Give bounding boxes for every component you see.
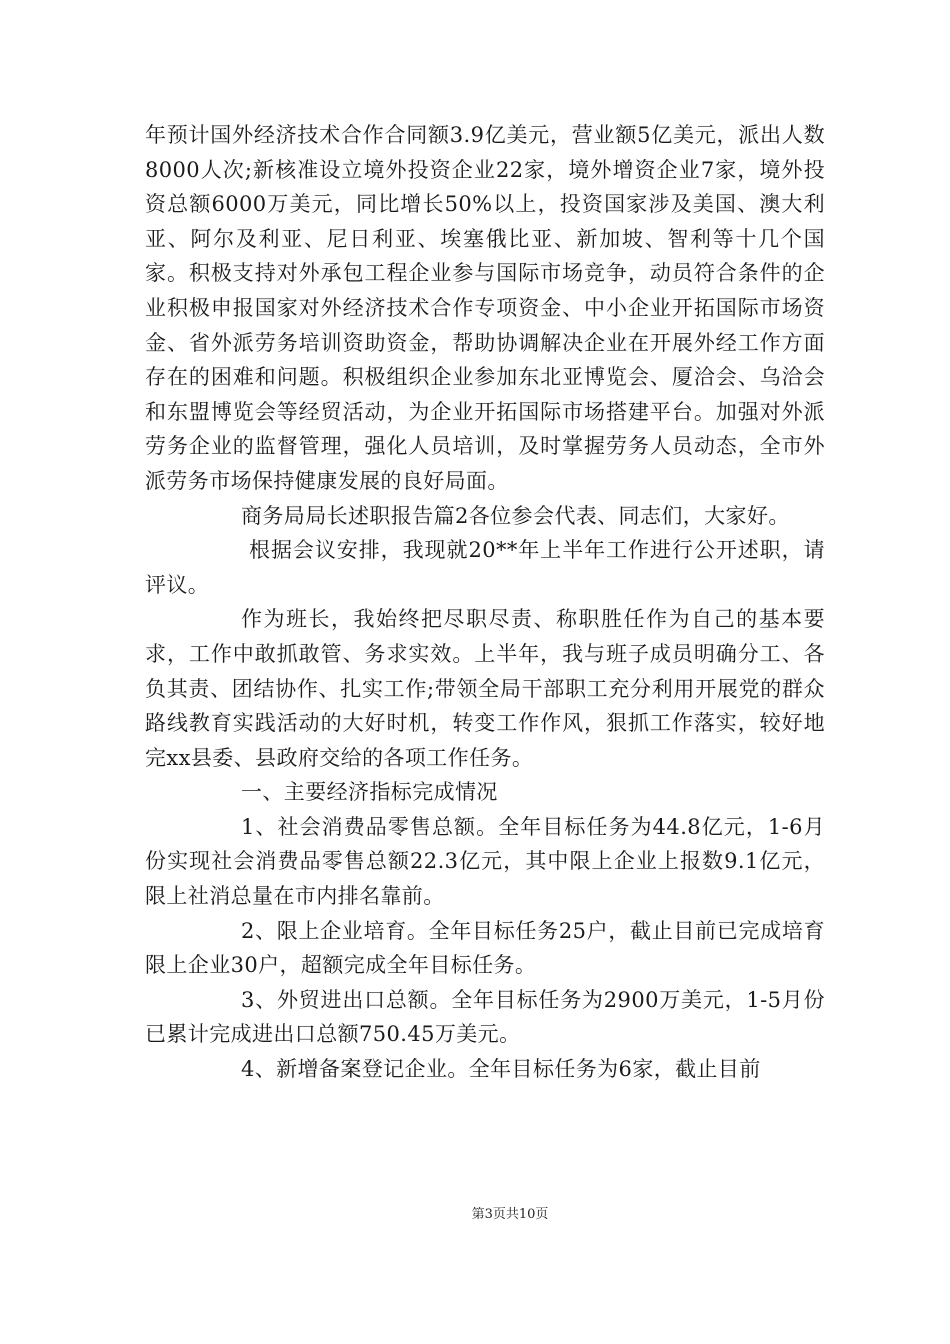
- paragraph-team-leader: 作为班长，我始终把尽职尽责、称职胜任作为自己的基本要求，工作中敢抓敢管、务求实效。上半年，我与班子成员明确分工、各负其责、团结协作、扎实工作;带领全局干部职工充分利用开展党的群众路线教育实践活动的大好时机，转变工作作风，狠抓工作落实，较好地完xx县委、县政府交给的各项工作任务。: [145, 607, 825, 770]
- document-body: [145, 118, 825, 1087]
- section-heading-economic-indicators: 一、主要经济指标完成情况: [241, 780, 498, 805]
- paragraph-new-registrations: 4、新增备案登记企业。全年目标任务为6家，截止目前: [241, 1057, 761, 1082]
- paragraph-report-heading: 商务局局长述职报告篇2各位参会代表、同志们，大家好。: [241, 503, 790, 528]
- paragraph-foreign-economic-cooperation: 年预计国外经济技术合作合同额3.9亿美元，营业额5亿美元，派出人数8000人次;新核准设立境外投资企业22家，境外增资企业7家，境外投资总额6000万美元，同比增长50%以上，投资国家涉及美国、澳大利亚、阿尔及利亚、尼日利亚、埃塞俄比亚、新加坡、智利等十几个国家。积极支持对外承包工程企业参与国际市场竞争，动员符合条件的企业积极申报国家对外经济技术合作专项资金、中小企业开拓国际市场资金、省外派劳务培训资助资金，帮助协调解决企业在开展外经工作方面存在的困难和问题。积极组织企业参加东北亚博览会、厦洽会、乌洽会和东盟博览会等经贸活动，为企业开拓国际市场搭建平台。加强对外派劳务企业的监督管理，强化人员培训，及时掌握劳务人员动态，全市外派劳务市场保持健康发展的良好局面。: [145, 123, 825, 493]
- paragraph-retail-sales: 1、社会消费品零售总额。全年目标任务为44.8亿元，1-6月份实现社会消费品零售总额22.3亿元，其中限上企业上报数9.1亿元，限上社消总量在市内排名靠前。: [145, 814, 825, 909]
- page-number-footer: 第3页共10页: [471, 1207, 549, 1222]
- paragraph-enterprise-cultivation: 2、限上企业培育。全年目标任务25户，截止目前已完成培育限上企业30户，超额完成全年目标任务。: [145, 918, 825, 978]
- paragraph-meeting-arrangement: 根据会议安排，我现就20**年上半年工作进行公开述职，请评议。: [145, 538, 825, 597]
- paragraph-foreign-trade: 3、外贸进出口总额。全年目标任务为2900万美元，1-5月份已累计完成进出口总额750.45万美元。: [145, 987, 825, 1047]
